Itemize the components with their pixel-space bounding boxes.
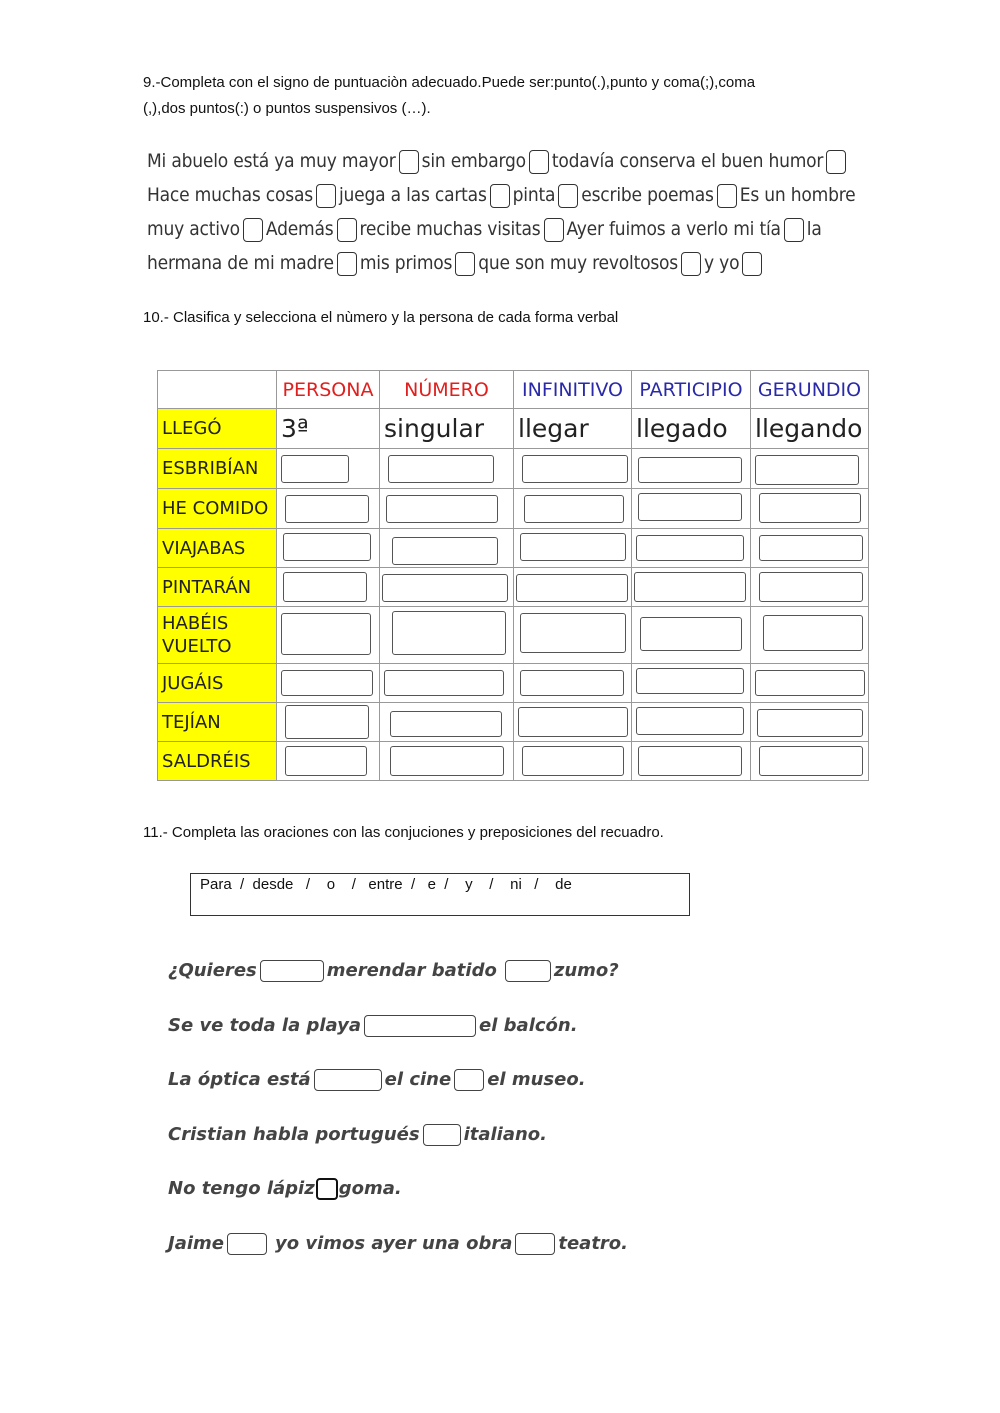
- sentence-3: [168, 1069, 586, 1091]
- verb-llego: LLEGÓ: [158, 409, 277, 449]
- ex9-text: mis primos: [359, 252, 453, 274]
- answer-box[interactable]: [636, 707, 744, 735]
- ex9-text: Ayer fuimos a verlo mi tía: [566, 218, 781, 240]
- answer-box[interactable]: [638, 493, 742, 521]
- sentence-text: el museo.: [487, 1069, 586, 1090]
- answer-box[interactable]: [759, 493, 861, 523]
- verb-label: ESBRIBÍAN: [158, 449, 277, 489]
- exercise-9-instruction: [143, 70, 863, 122]
- cell: [632, 449, 751, 489]
- answer-box[interactable]: [544, 218, 564, 242]
- ex9-text: Hace muchas cosas: [147, 184, 313, 206]
- answer-box[interactable]: [390, 711, 502, 737]
- ex9-text: sin embargo: [421, 150, 526, 172]
- sentence-text: italiano.: [463, 1124, 548, 1145]
- answer-box[interactable]: [759, 572, 863, 602]
- answer-box[interactable]: [283, 572, 367, 602]
- answer-box[interactable]: [392, 537, 498, 565]
- header-infinitivo: INFINITIVO: [514, 371, 632, 409]
- ex9-line-4: [147, 246, 907, 280]
- table-row: [158, 489, 869, 529]
- sentence-2: [168, 1015, 578, 1037]
- word-box: Para / desde / o / entre / e / y / ni / de: [190, 873, 690, 916]
- answer-box[interactable]: [529, 150, 549, 174]
- answer-box[interactable]: [520, 613, 626, 653]
- answer-box[interactable]: [826, 150, 846, 174]
- answer-box[interactable]: [522, 455, 628, 483]
- cell: [514, 703, 632, 742]
- header-empty: [158, 371, 277, 409]
- sample-gerundio: llegando: [751, 409, 869, 449]
- cell: [380, 607, 514, 664]
- answer-box[interactable]: [281, 455, 349, 483]
- header-gerundio: GERUNDIO: [751, 371, 869, 409]
- table-header-row: [158, 371, 869, 409]
- ex9-text: recibe muchas visitas: [359, 218, 541, 240]
- answer-box[interactable]: [520, 533, 626, 561]
- header-participio: PARTICIPIO: [632, 371, 751, 409]
- verb-label: VIAJABAS: [158, 529, 277, 568]
- table-row: [158, 607, 869, 664]
- answer-box[interactable]: [520, 670, 624, 696]
- instruction-line-1: 9.-Completa con el signo de puntuaciòn adecuado.Puede ser:punto(.),punto y coma(;),coma: [143, 74, 756, 91]
- answer-box[interactable]: [681, 252, 701, 276]
- answer-box[interactable]: [392, 611, 506, 655]
- answer-box[interactable]: [558, 184, 578, 208]
- ex9-text: hermana de mi madre: [147, 252, 334, 274]
- verb-label: HE COMIDO: [158, 489, 277, 529]
- cell: [514, 568, 632, 607]
- answer-box[interactable]: [638, 457, 742, 483]
- answer-box[interactable]: [281, 613, 371, 655]
- answer-box[interactable]: [763, 615, 863, 651]
- answer-box[interactable]: [636, 535, 744, 561]
- answer-box[interactable]: [742, 252, 762, 276]
- cell: [632, 489, 751, 529]
- cell: [380, 703, 514, 742]
- verb-label: PINTARÁN: [158, 568, 277, 607]
- answer-box[interactable]: [423, 1124, 461, 1146]
- answer-box[interactable]: [390, 746, 504, 776]
- table-row: [158, 703, 869, 742]
- sample-participio: llegado: [632, 409, 751, 449]
- ex9-text: la: [806, 218, 822, 240]
- cell: [277, 664, 380, 703]
- cell: [751, 664, 869, 703]
- sentence-text: yo vimos ayer una obra: [274, 1233, 513, 1254]
- answer-box[interactable]: [634, 572, 746, 602]
- verb-table: [157, 370, 869, 781]
- ex9-text: Además: [265, 218, 334, 240]
- answer-box[interactable]: [454, 1069, 484, 1091]
- answer-box[interactable]: [757, 709, 863, 737]
- cell: [632, 742, 751, 781]
- answer-box[interactable]: [399, 150, 419, 174]
- cell: [277, 489, 380, 529]
- cell: [380, 449, 514, 489]
- answer-box[interactable]: [636, 668, 744, 694]
- cell: [514, 607, 632, 664]
- answer-box[interactable]: [337, 218, 357, 242]
- answer-box[interactable]: [260, 960, 324, 982]
- sentence-text: Cristian habla portugués: [168, 1124, 420, 1145]
- table-row-sample: [158, 409, 869, 449]
- sentence-6: [168, 1233, 628, 1255]
- sentence-text: merendar batido: [326, 960, 497, 981]
- answer-box[interactable]: [281, 670, 373, 696]
- verb-label: HABÉIS VUELTO: [158, 607, 277, 664]
- table-row: [158, 742, 869, 781]
- answer-box[interactable]: [524, 495, 624, 523]
- ex9-text: y yo: [704, 252, 740, 274]
- answer-box[interactable]: [316, 1178, 338, 1200]
- answer-box[interactable]: [364, 1015, 476, 1037]
- sentence-text: La óptica está: [168, 1069, 311, 1090]
- answer-box[interactable]: [337, 252, 357, 276]
- sentence-text: goma.: [338, 1178, 402, 1199]
- answer-box[interactable]: [490, 184, 510, 208]
- answer-box[interactable]: [640, 617, 742, 651]
- exercise-11-instruction: 11.- Completa las oraciones con las conjuciones y preposiciones del recuadro.: [143, 824, 664, 841]
- answer-box[interactable]: [515, 1233, 555, 1255]
- answer-box[interactable]: [227, 1233, 267, 1255]
- answer-box[interactable]: [505, 960, 551, 982]
- ex9-text: Es un hombre: [739, 184, 856, 206]
- table-row: [158, 664, 869, 703]
- exercise-10-instruction: 10.- Clasifica y selecciona el nùmero y la persona de cada forma verbal: [143, 309, 619, 326]
- cell: [632, 703, 751, 742]
- cell: [632, 529, 751, 568]
- cell: [277, 742, 380, 781]
- cell: [380, 664, 514, 703]
- ex9-line-3: [147, 212, 907, 246]
- answer-box[interactable]: [638, 746, 742, 776]
- answer-box[interactable]: [759, 746, 863, 776]
- cell: [514, 489, 632, 529]
- cell: [751, 529, 869, 568]
- cell: [277, 607, 380, 664]
- ex9-text: juega a las cartas: [338, 184, 487, 206]
- table-row: [158, 529, 869, 568]
- sentence-text: ¿Quieres: [168, 960, 257, 981]
- answer-box[interactable]: [285, 746, 367, 776]
- ex9-text: pinta: [512, 184, 556, 206]
- cell: [277, 703, 380, 742]
- sample-persona: 3ª: [277, 409, 380, 449]
- cell: [514, 529, 632, 568]
- cell: [751, 449, 869, 489]
- cell: [277, 529, 380, 568]
- ex9-text: escribe poemas: [581, 184, 714, 206]
- sample-infinitivo: llegar: [514, 409, 632, 449]
- sentence-text: teatro.: [558, 1233, 629, 1254]
- answer-box[interactable]: [316, 184, 336, 208]
- verb-label: TEJÍAN: [158, 703, 277, 742]
- cell: [514, 664, 632, 703]
- answer-box[interactable]: [759, 535, 863, 561]
- answer-box[interactable]: [755, 670, 865, 696]
- sentence-text: No tengo lápiz: [168, 1178, 315, 1199]
- sentence-5: [168, 1178, 402, 1200]
- exercise-9-text: [147, 144, 907, 280]
- cell: [751, 703, 869, 742]
- cell: [514, 742, 632, 781]
- answer-box[interactable]: [522, 746, 624, 776]
- ex9-line-1: [147, 144, 907, 178]
- answer-box[interactable]: [784, 218, 804, 242]
- answer-box[interactable]: [285, 495, 369, 523]
- ex9-text: que son muy revoltosos: [478, 252, 679, 274]
- answer-box[interactable]: [384, 670, 504, 696]
- sentence-1: [168, 960, 619, 982]
- sentence-text: zumo?: [553, 960, 619, 981]
- cell: [514, 449, 632, 489]
- sample-numero: singular: [380, 409, 514, 449]
- answer-box[interactable]: [283, 533, 371, 561]
- cell: [632, 607, 751, 664]
- cell: [277, 449, 380, 489]
- answer-box[interactable]: [518, 707, 628, 737]
- cell: [380, 489, 514, 529]
- answer-box[interactable]: [386, 495, 498, 523]
- sentence-text: Jaime: [168, 1233, 224, 1254]
- answer-box[interactable]: [455, 252, 475, 276]
- answer-box[interactable]: [382, 574, 508, 602]
- answer-box[interactable]: [314, 1069, 382, 1091]
- verb-label: SALDRÉIS: [158, 742, 277, 781]
- table-row: [158, 449, 869, 489]
- answer-box[interactable]: [755, 455, 859, 485]
- cell: [632, 568, 751, 607]
- sentence-text: Se ve toda la playa: [168, 1015, 362, 1036]
- answer-box[interactable]: [388, 455, 494, 483]
- answer-box[interactable]: [516, 574, 628, 602]
- answer-box[interactable]: [717, 184, 737, 208]
- cell: [751, 607, 869, 664]
- cell: [380, 568, 514, 607]
- cell: [277, 568, 380, 607]
- header-numero: NÚMERO: [380, 371, 514, 409]
- instruction-line-2: (,),dos puntos(:) o puntos suspensivos (…).: [143, 100, 431, 117]
- cell: [751, 568, 869, 607]
- answer-box[interactable]: [243, 218, 263, 242]
- ex9-text: todavía conserva el buen humor: [551, 150, 824, 172]
- cell: [380, 529, 514, 568]
- sentence-text: el balcón.: [479, 1015, 578, 1036]
- cell: [632, 664, 751, 703]
- ex9-line-2: [147, 178, 907, 212]
- ex9-text: Mi abuelo está ya muy mayor: [147, 150, 396, 172]
- sentence-4: [168, 1124, 547, 1146]
- table-row: [158, 568, 869, 607]
- cell: [380, 742, 514, 781]
- verb-label: JUGÁIS: [158, 664, 277, 703]
- ex9-text: muy activo: [147, 218, 240, 240]
- header-persona: PERSONA: [277, 371, 380, 409]
- cell: [751, 742, 869, 781]
- answer-box[interactable]: [285, 705, 369, 739]
- cell: [751, 489, 869, 529]
- sentence-text: el cine: [384, 1069, 452, 1090]
